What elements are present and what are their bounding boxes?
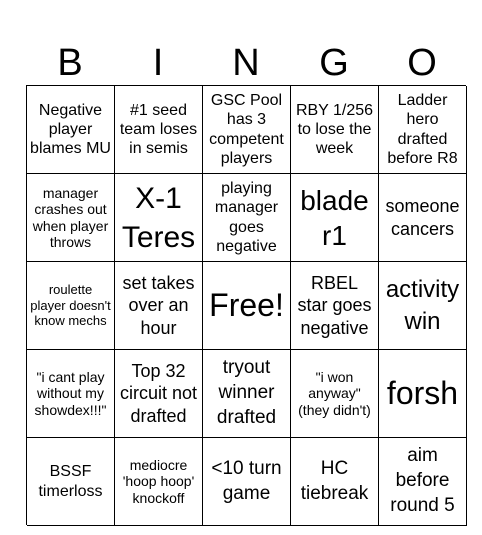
bingo-cell-r3-c5: activity win: [379, 262, 467, 350]
header-letter-n: N: [232, 42, 260, 84]
bingo-cell-r2-c3: playing manager goes negative: [203, 174, 291, 262]
bingo-cell-r4-c3: tryout winner drafted: [203, 350, 291, 438]
bingo-cell-r4-c4: "i won anyway" (they didn't): [291, 350, 379, 438]
bingo-cell-r2-c1: manager crashes out when player throws: [27, 174, 115, 262]
bingo-cell-r1-c3: GSC Pool has 3 competent players: [203, 86, 291, 174]
bingo-cell-r1-c1: Negative player blames MU: [27, 86, 115, 174]
bingo-cell-r2-c4: blade r1: [291, 174, 379, 262]
bingo-cell-free: Free!: [203, 262, 291, 350]
bingo-cell-r2-c5: someone cancers: [379, 174, 467, 262]
bingo-cell-r4-c2: Top 32 circuit not drafted: [115, 350, 203, 438]
bingo-header: [26, 40, 466, 86]
bingo-cell-r3-c2: set takes over an hour: [115, 262, 203, 350]
bingo-cell-r4-c1: "i cant play without my showdex!!!": [27, 350, 115, 438]
bingo-cell-r3-c4: RBEL star goes negative: [291, 262, 379, 350]
header-letter-i: I: [152, 42, 164, 84]
header-letter-g: G: [319, 42, 349, 84]
bingo-cell-r5-c2: mediocre 'hoop hoop' knockoff: [115, 438, 203, 526]
bingo-cell-r4-c5: forsh: [379, 350, 467, 438]
bingo-cell-r3-c1: roulette player doesn't know mechs: [27, 262, 115, 350]
bingo-cell-r5-c3: <10 turn game: [203, 438, 291, 526]
bingo-cell-r5-c5: aim before round 5: [379, 438, 467, 526]
bingo-cell-r1-c5: Ladder hero drafted before R8: [379, 86, 467, 174]
bingo-cell-r2-c2: X-1 Teres: [115, 174, 203, 262]
bingo-cell-r1-c2: #1 seed team loses in semis: [115, 86, 203, 174]
bingo-cell-r5-c1: BSSF timerloss: [27, 438, 115, 526]
header-letter-b: B: [57, 42, 83, 84]
bingo-cell-r5-c4: HC tiebreak: [291, 438, 379, 526]
header-letter-o: O: [407, 42, 437, 84]
bingo-grid: [26, 85, 466, 525]
bingo-cell-r1-c4: RBY 1/256 to lose the week: [291, 86, 379, 174]
